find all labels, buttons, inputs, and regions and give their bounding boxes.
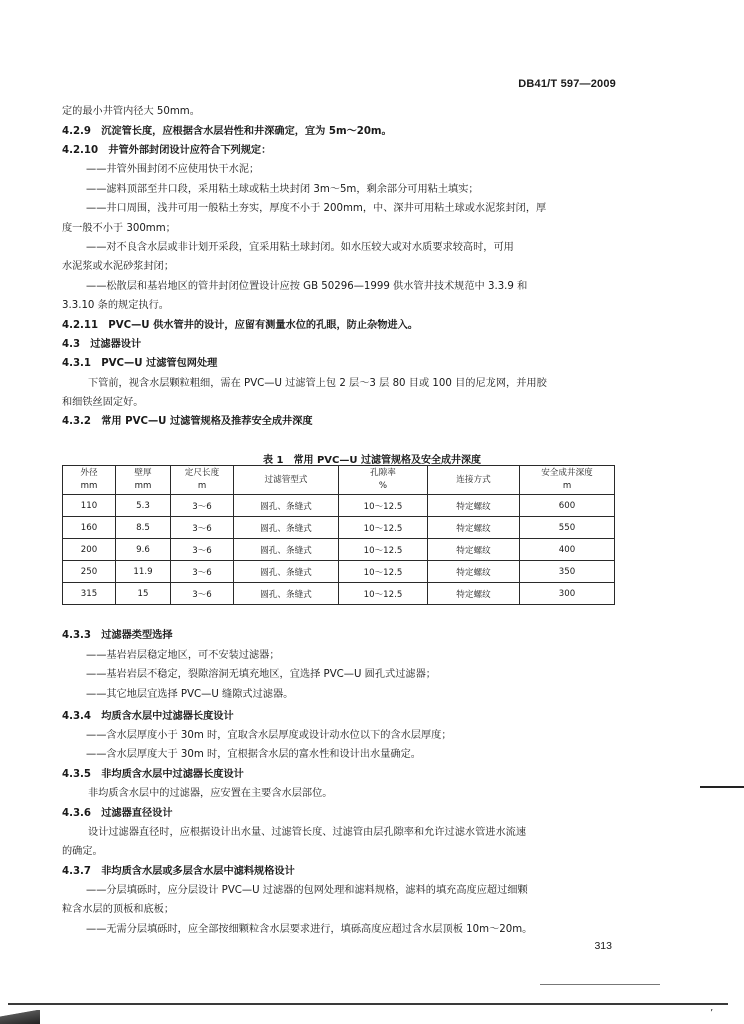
clause-4-3-6: 4.3.6 过滤器直径设计: [62, 808, 173, 819]
table-cell: 圆孔、条缝式: [234, 517, 339, 539]
table-cell: 圆孔、条缝式: [234, 539, 339, 561]
paragraph: 下管前，视含水层颗粒粗细，需在 PVC—U 过滤管上包 2 层～3 层 80 目或 100 目的尼龙网，并用胶: [88, 378, 547, 389]
table-cell: 315: [63, 583, 116, 605]
header-name: 定尺长度: [184, 468, 220, 478]
table-row: [63, 517, 615, 539]
table-cell: 600: [520, 495, 615, 517]
header-name: 外径: [80, 468, 98, 478]
list-item: ——含水层厚度小于 30m 时，宜取含水层厚度或设计动水位以下的含水层厚度；: [86, 730, 452, 741]
header-name: 孔隙率: [370, 468, 396, 478]
table-cell: 圆孔、条缝式: [234, 495, 339, 517]
list-item: ——无需分层填砾时，应全部按细颗粒含水层要求进行，填砾高度应超过含水层顶板 10m～20m。: [86, 924, 533, 935]
header-cell: [339, 466, 428, 495]
table-cell: 特定螺纹: [428, 561, 520, 583]
header-unit: %: [378, 481, 388, 491]
table-cell: 10～12.5: [339, 561, 428, 583]
list-item: ——对不良含水层或非计划开采段，宜采用粘土球封闭。如水压较大或对水质要求较高时，可用: [86, 242, 514, 253]
table-cell: 300: [520, 583, 615, 605]
table-cell: 400: [520, 539, 615, 561]
header-name: 过滤管型式: [264, 474, 308, 485]
table-cell: 550: [520, 517, 615, 539]
clause-4-3-7: 4.3.7 非均质含水层或多层含水层中滤料规格设计: [62, 866, 295, 877]
header-cell: [428, 466, 520, 495]
table-cell: 15: [116, 583, 171, 605]
text-line: 粒含水层的顶板和底板；: [62, 904, 175, 915]
table-cell: 10～12.5: [339, 495, 428, 517]
table-cell: 特定螺纹: [428, 495, 520, 517]
table-row: [63, 495, 615, 517]
list-item: ——基岩岩层稳定地区，可不安装过滤器；: [86, 650, 280, 661]
paragraph: 设计过滤器直径时，应根据设计出水量、过滤管长度、过滤管由层孔隙率和允许过滤水管进水流速: [88, 827, 527, 838]
table-cell: 8.5: [116, 517, 171, 539]
table-cell: 10～12.5: [339, 517, 428, 539]
header-cell: [520, 466, 615, 495]
section-heading: 4.3 过滤器设计: [62, 339, 142, 350]
spec-table: [62, 465, 615, 605]
header-unit: mm: [80, 481, 98, 491]
clause-4-2-10: 4.2.10 井管外部封闭设计应符合下列规定：: [62, 145, 272, 156]
table-cell: 110: [63, 495, 116, 517]
text-line: 和细铁丝固定好。: [62, 397, 144, 408]
clause-4-2-9: 4.2.9 沉淀管长度，应根据含水层岩性和井深确定，宜为 5m～20m。: [62, 126, 392, 137]
header-name: 安全成井深度: [541, 468, 593, 478]
table-cell: 11.9: [116, 561, 171, 583]
table-cell: 9.6: [116, 539, 171, 561]
table-cell: 圆孔、条缝式: [234, 561, 339, 583]
list-item: ——井口周围，浅井可用一般粘土夯实，厚度不小于 200mm，中、深井可用粘土球或水泥浆封闭，厚: [86, 203, 547, 214]
list-item: ——分层填砾时，应分层设计 PVC—U 过滤器的包网处理和滤料规格，滤料的填充高度应超过细颗: [86, 885, 528, 896]
header-name: 壁厚: [134, 468, 152, 478]
paragraph: 非均质含水层中的过滤器，应安置在主要含水层部位。: [88, 788, 333, 799]
page-number: 313: [594, 940, 612, 952]
table-cell: 3～6: [171, 517, 234, 539]
clause-4-3-1: 4.3.1 PVC—U 过滤管包网处理: [62, 358, 218, 369]
header-unit: m: [562, 481, 572, 491]
text-line: 的确定。: [62, 846, 103, 857]
table-row: [63, 561, 615, 583]
list-item: ——井管外围封闭不应使用快干水泥；: [86, 164, 260, 175]
list-item: ——其它地层宜选择 PVC—U 缝隙式过滤器。: [86, 689, 294, 700]
table-cell: 5.3: [116, 495, 171, 517]
table-row: [63, 539, 615, 561]
scan-rule: [540, 984, 660, 985]
text-line: 水泥浆或水泥砂浆封闭；: [62, 261, 175, 272]
list-item: ——滤料顶部至井口段，采用粘土球或粘土块封闭 3m～5m，剩余部分可用粘土填实；: [86, 184, 479, 195]
clause-4-3-5: 4.3.5 非均质含水层中过滤器长度设计: [62, 769, 244, 780]
clause-4-2-11: 4.2.11 PVC—U 供水管井的设计，应留有测量水位的孔眼，防止杂物进入。: [62, 320, 418, 331]
standard-code: DB41/T 597—2009: [518, 78, 616, 90]
scan-corner-shadow: [0, 1010, 40, 1024]
table-cell: 特定螺纹: [428, 517, 520, 539]
scan-edge-rule: [700, 786, 744, 788]
table-cell: 250: [63, 561, 116, 583]
list-item: ——松散层和基岩地区的管井封闭位置设计应按 GB 50296—1999 供水管井技术规范中 3.3.9 和: [86, 281, 528, 292]
table-cell: 3～6: [171, 495, 234, 517]
table-cell: 160: [63, 517, 116, 539]
table-header-row: [63, 466, 615, 495]
header-cell: [63, 466, 116, 495]
header-unit: m: [197, 481, 207, 491]
scan-edge-mark: ’: [710, 1008, 714, 1019]
scan-bottom-rule: [8, 1003, 728, 1005]
header-cell: [234, 466, 339, 495]
table-caption: 表 1 常用 PVC—U 过滤管规格及安全成井深度: [263, 455, 481, 466]
header-name: 连接方式: [456, 474, 491, 485]
clause-4-3-2: 4.3.2 常用 PVC—U 过滤管规格及推荐安全成井深度: [62, 416, 313, 427]
table-row: [63, 583, 615, 605]
list-item: ——含水层厚度大于 30m 时，宜根据含水层的富水性和设计出水量确定。: [86, 749, 421, 760]
table-cell: 特定螺纹: [428, 583, 520, 605]
header-cell: [116, 466, 171, 495]
table-cell: 圆孔、条缝式: [234, 583, 339, 605]
table-cell: 10～12.5: [339, 539, 428, 561]
clause-4-3-4: 4.3.4 均质含水层中过滤器长度设计: [62, 711, 234, 722]
header-unit: mm: [134, 481, 152, 491]
table-cell: 特定螺纹: [428, 539, 520, 561]
header-cell: [171, 466, 234, 495]
list-item: ——基岩岩层不稳定，裂隙溶洞无填充地区，宜选择 PVC—U 圆孔式过滤器；: [86, 669, 436, 680]
text-line: 定的最小井管内径大 50mm。: [62, 106, 200, 117]
table-cell: 3～6: [171, 539, 234, 561]
table-cell: 350: [520, 561, 615, 583]
text-line: 度一般不小于 300mm；: [62, 223, 176, 234]
table-cell: 3～6: [171, 561, 234, 583]
table-cell: 3～6: [171, 583, 234, 605]
clause-4-3-3: 4.3.3 过滤器类型选择: [62, 630, 173, 641]
table-cell: 10～12.5: [339, 583, 428, 605]
text-line: 3.3.10 条的规定执行。: [62, 300, 169, 311]
table-cell: 200: [63, 539, 116, 561]
